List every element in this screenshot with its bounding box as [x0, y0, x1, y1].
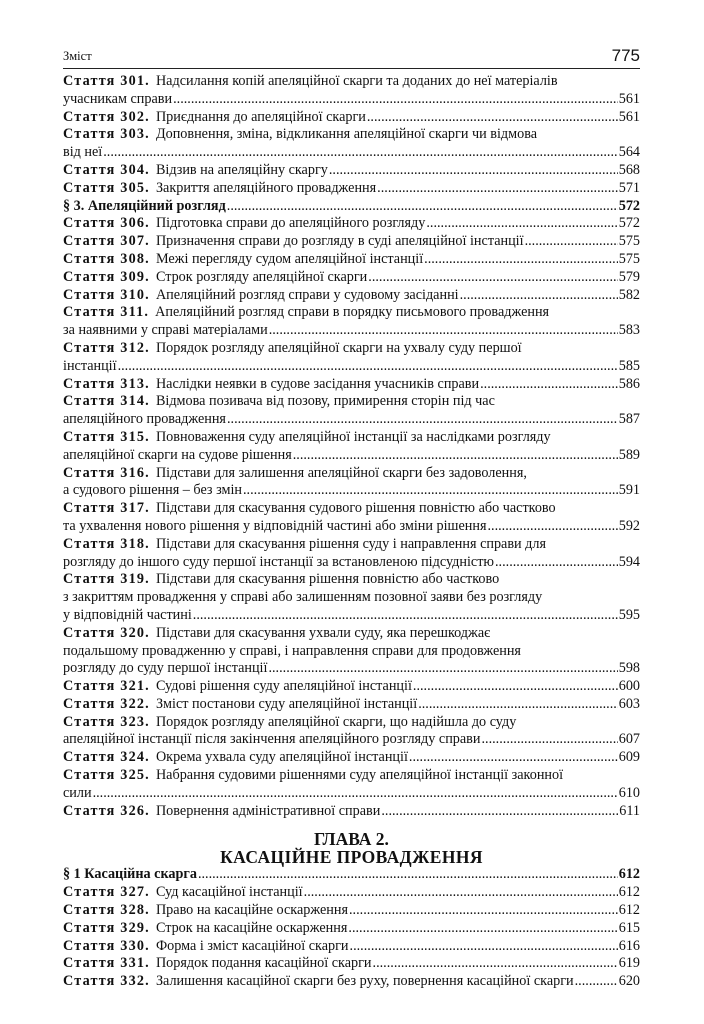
article-label: Стаття 331. — [63, 955, 150, 972]
toc-page-number: 575 — [618, 233, 640, 250]
dot-leader — [349, 902, 618, 920]
toc-entry — [63, 465, 640, 501]
dot-leader — [426, 215, 617, 233]
toc-page-number: 572 — [618, 197, 640, 214]
article-label: Стаття 317. — [63, 500, 150, 517]
toc-entry-line — [63, 447, 640, 465]
toc-page-number: 616 — [618, 937, 640, 954]
article-label: Стаття 307. — [63, 233, 150, 250]
toc-entry — [63, 696, 640, 714]
article-title: а судового рішення – без змін — [63, 482, 242, 499]
toc-entry — [63, 180, 640, 198]
toc-entry-line — [63, 973, 640, 991]
article-label: Стаття 328. — [63, 902, 150, 919]
toc-page-number: 600 — [618, 678, 640, 695]
dot-leader — [418, 696, 618, 714]
article-label: Стаття 322. — [63, 695, 150, 712]
article-label: Стаття 321. — [63, 678, 150, 695]
toc-entry-line — [63, 251, 640, 269]
article-label: Стаття 303. — [63, 126, 150, 143]
article-label: Стаття 310. — [63, 286, 150, 303]
dot-leader — [409, 749, 618, 767]
dot-leader — [481, 731, 617, 749]
article-title: Підготовка справи до апеляційного розгляду — [155, 215, 426, 232]
dot-leader — [413, 678, 618, 696]
chapter-title: ГЛАВА 2. — [314, 829, 389, 850]
dot-leader — [227, 411, 618, 429]
toc-entry — [63, 429, 640, 465]
article-title: Форма і зміст касаційної скарги — [155, 937, 349, 954]
article-label: Стаття 316. — [63, 464, 150, 481]
article-title: Доповнення, зміна, відкликання апеляційної скарги чи відмова — [155, 126, 537, 143]
article-label: Стаття 309. — [63, 268, 150, 285]
toc-entry-line — [63, 902, 640, 920]
toc-entry-line — [63, 269, 640, 287]
toc-page-number: 568 — [618, 161, 640, 178]
dot-leader — [350, 938, 618, 956]
toc-page-number: 561 — [618, 108, 640, 125]
toc-entry-line — [63, 920, 640, 938]
article-title: розгляду до суду першої інстанції — [63, 660, 268, 677]
article-title: Зміст постанови суду апеляційної інстанції — [155, 695, 418, 712]
dot-leader — [377, 180, 618, 198]
dot-leader — [304, 884, 618, 902]
article-title: Порядок подання касаційної скарги — [155, 955, 372, 972]
article-label: Стаття 329. — [63, 919, 150, 936]
toc-entry-line — [63, 696, 640, 714]
toc-section-entry — [63, 866, 640, 884]
toc-page-number: 612 — [618, 902, 640, 919]
toc-entry-line — [63, 340, 640, 358]
toc-entry-line — [63, 518, 640, 536]
article-label: Стаття 304. — [63, 161, 150, 178]
article-label: Стаття 314. — [63, 393, 150, 410]
section-title: § 1 Касаційна скарга — [63, 866, 197, 883]
toc-entry-line — [63, 162, 640, 180]
article-label: Стаття 311. — [63, 304, 150, 321]
article-title: Набрання судовими рішеннями суду апеляційної інстанції законної — [155, 767, 564, 784]
dot-leader — [495, 554, 618, 572]
toc-entry-line — [63, 625, 640, 643]
article-title: Відмова позивача від позову, примирення сторін під час — [155, 393, 495, 410]
article-title: інстанції — [63, 357, 117, 374]
article-label: Стаття 324. — [63, 749, 150, 766]
toc-entry-line — [63, 322, 640, 340]
toc-entry — [63, 126, 640, 162]
chapter-heading — [63, 830, 640, 866]
toc-entry-line — [63, 767, 640, 785]
article-title: Порядок розгляду апеляційної скарги, що надійшла до суду — [155, 713, 517, 730]
toc-entry-line — [63, 955, 640, 973]
toc-entry-line — [63, 714, 640, 732]
article-title: Межі перегляду судом апеляційної інстанції — [155, 250, 424, 267]
toc-entry-line — [63, 429, 640, 447]
dot-leader — [118, 358, 618, 376]
article-label: Стаття 312. — [63, 339, 150, 356]
toc-entry-line — [63, 358, 640, 376]
toc-entry-line — [63, 109, 640, 127]
toc-section-entry — [63, 198, 640, 216]
dot-leader — [269, 322, 618, 340]
article-title: Підстави для скасування рішення суду і направлення справи для — [155, 535, 547, 552]
chapter-subtitle: КАСАЦІЙНЕ ПРОВАДЖЕННЯ — [220, 847, 483, 868]
toc-page-number: 579 — [618, 268, 640, 285]
toc-entry-line — [63, 144, 640, 162]
toc-page-number: 587 — [618, 411, 640, 428]
article-label: Стаття 301. — [63, 73, 150, 89]
toc-entry — [63, 571, 640, 624]
toc-entry — [63, 340, 640, 376]
toc-page-number: 571 — [618, 179, 640, 196]
dot-leader — [424, 251, 618, 269]
toc-entry — [63, 884, 640, 902]
dot-leader — [103, 144, 617, 162]
toc-entry — [63, 269, 640, 287]
article-title: Призначення справи до розгляду в суді апеляційної інстанції — [155, 233, 524, 250]
toc-page-number: 586 — [618, 375, 640, 392]
article-title: Підстави для залишення апеляційної скарги без задоволення, — [155, 464, 527, 481]
toc-entry — [63, 287, 640, 305]
toc-entry — [63, 215, 640, 233]
toc-entry-line — [63, 785, 640, 803]
article-title: від неї — [63, 144, 103, 161]
toc-page-number: 619 — [618, 955, 640, 972]
toc-page-number: 582 — [618, 286, 640, 303]
toc-entry — [63, 938, 640, 956]
dot-leader — [575, 973, 618, 991]
dot-leader — [243, 482, 618, 500]
article-title: учасникам справи — [63, 90, 173, 107]
article-title: Судові рішення суду апеляційної інстанції — [155, 678, 412, 695]
header-section-title: Зміст — [63, 49, 92, 63]
dot-leader — [193, 607, 618, 625]
article-title: Повернення адміністративної справи — [155, 802, 381, 819]
toc-entry — [63, 162, 640, 180]
toc-page-number: 598 — [618, 660, 640, 677]
article-title: Повноваження суду апеляційної інстанції за наслідками розгляду — [155, 428, 551, 445]
toc-entry — [63, 902, 640, 920]
toc-page-number: 595 — [618, 606, 640, 623]
toc-entry-line — [63, 500, 640, 518]
article-title: Закриття апеляційного провадження — [155, 179, 377, 196]
toc-entry — [63, 500, 640, 536]
toc-page-number: 603 — [618, 695, 640, 712]
article-label: Стаття 327. — [63, 884, 150, 901]
toc-page-number: 620 — [618, 973, 640, 990]
toc-entry — [63, 625, 640, 678]
dot-leader — [460, 287, 618, 305]
toc-entry — [63, 109, 640, 127]
article-label: Стаття 320. — [63, 624, 150, 641]
dot-leader — [329, 162, 618, 180]
dot-leader — [348, 920, 617, 938]
dot-leader — [173, 91, 618, 109]
dot-leader — [198, 866, 618, 884]
toc-entry — [63, 536, 640, 572]
toc-entry — [63, 714, 640, 750]
article-title: апеляційної інстанції після закінчення апеляційного розгляду справи — [63, 731, 481, 748]
dot-leader — [367, 109, 618, 127]
article-title: Апеляційний розгляд справи в порядку письмового провадження — [155, 304, 550, 321]
article-title: Строк на касаційне оскарження — [155, 919, 348, 936]
article-title: апеляційної скарги на судове рішення — [63, 446, 292, 463]
toc-entry — [63, 955, 640, 973]
dot-leader — [293, 447, 618, 465]
article-label: Стаття 326. — [63, 802, 150, 819]
toc-page-number: 589 — [618, 446, 640, 463]
article-label: Стаття 306. — [63, 215, 150, 232]
toc-entry — [63, 73, 640, 109]
toc-entry-line — [63, 215, 640, 233]
toc-entry — [63, 678, 640, 696]
dot-leader — [525, 233, 618, 251]
toc-entry — [63, 803, 640, 821]
toc-entry-line — [63, 287, 640, 305]
toc-page-number: 607 — [618, 731, 640, 748]
toc-part-1 — [63, 73, 640, 820]
toc-page-number: 612 — [618, 884, 640, 901]
running-header — [63, 42, 640, 69]
article-label: Стаття 308. — [63, 250, 150, 267]
toc-entry-line — [63, 376, 640, 394]
toc-entry-line — [63, 465, 640, 483]
toc-entry-line — [63, 536, 640, 554]
toc-entry-line — [63, 803, 640, 821]
toc-page-number: 561 — [618, 90, 640, 107]
toc-page-number: 610 — [618, 784, 640, 801]
dot-leader — [480, 376, 618, 394]
toc-page-number: 609 — [618, 749, 640, 766]
toc-entry — [63, 920, 640, 938]
toc-entry — [63, 767, 640, 803]
article-title: Залишення касаційної скарги без руху, повернення касаційної скарги — [155, 973, 574, 990]
article-title: Строк розгляду апеляційної скарги — [155, 268, 368, 285]
article-label: Стаття 313. — [63, 375, 150, 392]
toc-entry-line — [63, 589, 640, 607]
toc-page-number: 583 — [618, 322, 640, 339]
article-title: Окрема ухвала суду апеляційної інстанції — [155, 749, 408, 766]
toc-page-number: 575 — [618, 250, 640, 267]
article-title: у відповідній частині — [63, 606, 192, 623]
dot-leader — [227, 198, 618, 216]
article-title: подальшому провадженню у справі, і направлення справи для продовження — [63, 642, 521, 659]
dot-leader — [268, 660, 617, 678]
dot-leader — [93, 785, 618, 803]
toc-entry-line — [63, 304, 640, 322]
toc-entry — [63, 393, 640, 429]
article-title: та ухвалення нового рішення у відповідній частині або зміни рішення — [63, 517, 487, 534]
toc-entry-line — [63, 180, 640, 198]
article-title: з закриттям провадження у справі або залишенням позовної заяви без розгляду — [63, 589, 543, 606]
article-label: Стаття 318. — [63, 535, 150, 552]
dot-leader — [487, 518, 617, 536]
article-title: за наявними у справі матеріалами — [63, 322, 268, 339]
toc-page-number: 612 — [618, 866, 640, 883]
dot-leader — [368, 269, 617, 287]
article-title: Право на касаційне оскарження — [155, 902, 348, 919]
article-title: Наслідки неявки в судове засідання учасників справи — [155, 375, 480, 392]
toc-entry-line — [63, 678, 640, 696]
toc-page-number: 591 — [618, 482, 640, 499]
article-title: Підстави для скасування ухвали суду, яка перешкоджає — [155, 624, 491, 641]
article-label: Стаття 325. — [63, 767, 150, 784]
toc-entry — [63, 251, 640, 269]
toc-part-2 — [63, 866, 640, 991]
article-label: Стаття 315. — [63, 428, 150, 445]
toc-page-number: 615 — [618, 919, 640, 936]
toc-entry-line — [63, 126, 640, 144]
toc-entry-line — [63, 233, 640, 251]
article-title: розгляду до іншого суду першої інстанції за встановленою підсудністю — [63, 553, 494, 570]
toc-page-number: 611 — [619, 802, 640, 819]
toc-page-number: 564 — [618, 144, 640, 161]
dot-leader — [373, 955, 618, 973]
toc-entry-line — [63, 607, 640, 625]
toc-entry-line — [63, 866, 640, 884]
article-label: Стаття 323. — [63, 713, 150, 730]
article-label: Стаття 319. — [63, 571, 150, 588]
toc-entry-line — [63, 731, 640, 749]
article-label: Стаття 305. — [63, 179, 150, 196]
table-of-contents — [63, 73, 640, 991]
toc-entry-line — [63, 91, 640, 109]
toc-page-number: 594 — [618, 553, 640, 570]
toc-page-number: 585 — [618, 357, 640, 374]
toc-entry — [63, 749, 640, 767]
article-title: сили — [63, 784, 92, 801]
toc-entry-line — [63, 198, 640, 216]
article-title: Приєднання до апеляційної скарги — [155, 108, 366, 125]
toc-entry-line — [63, 554, 640, 572]
toc-entry-line — [63, 884, 640, 902]
article-title: Суд касаційної інстанції — [155, 884, 303, 901]
toc-page-number: 592 — [618, 517, 640, 534]
article-title: Підстави для скасування рішення повністю або частково — [155, 571, 500, 588]
toc-entry — [63, 376, 640, 394]
toc-entry-line — [63, 73, 640, 91]
article-title: Відзив на апеляційну скаргу — [155, 161, 328, 178]
toc-entry — [63, 304, 640, 340]
toc-page-number: 572 — [618, 215, 640, 232]
article-label: Стаття 332. — [63, 973, 150, 990]
toc-entry-line — [63, 643, 640, 661]
toc-entry — [63, 973, 640, 991]
page-number: 775 — [611, 46, 640, 65]
dot-leader — [381, 803, 618, 821]
toc-entry-line — [63, 660, 640, 678]
toc-entry-line — [63, 411, 640, 429]
toc-entry-line — [63, 571, 640, 589]
section-title: § 3. Апеляційний розгляд — [63, 197, 226, 214]
toc-entry-line — [63, 938, 640, 956]
toc-entry — [63, 233, 640, 251]
article-title: Підстави для скасування судового рішення повністю або частково — [155, 500, 556, 517]
article-title: Надсилання копій апеляційної скарги та доданих до неї матеріалів — [155, 73, 558, 89]
toc-entry-line — [63, 749, 640, 767]
article-title: апеляційного провадження — [63, 411, 226, 428]
article-title: Апеляційний розгляд справи у судовому засіданні — [155, 286, 459, 303]
article-label: Стаття 330. — [63, 937, 150, 954]
toc-entry-line — [63, 393, 640, 411]
article-title: Порядок розгляду апеляційної скарги на ухвалу суду першої — [155, 339, 522, 356]
article-label: Стаття 302. — [63, 108, 150, 125]
toc-entry-line — [63, 482, 640, 500]
